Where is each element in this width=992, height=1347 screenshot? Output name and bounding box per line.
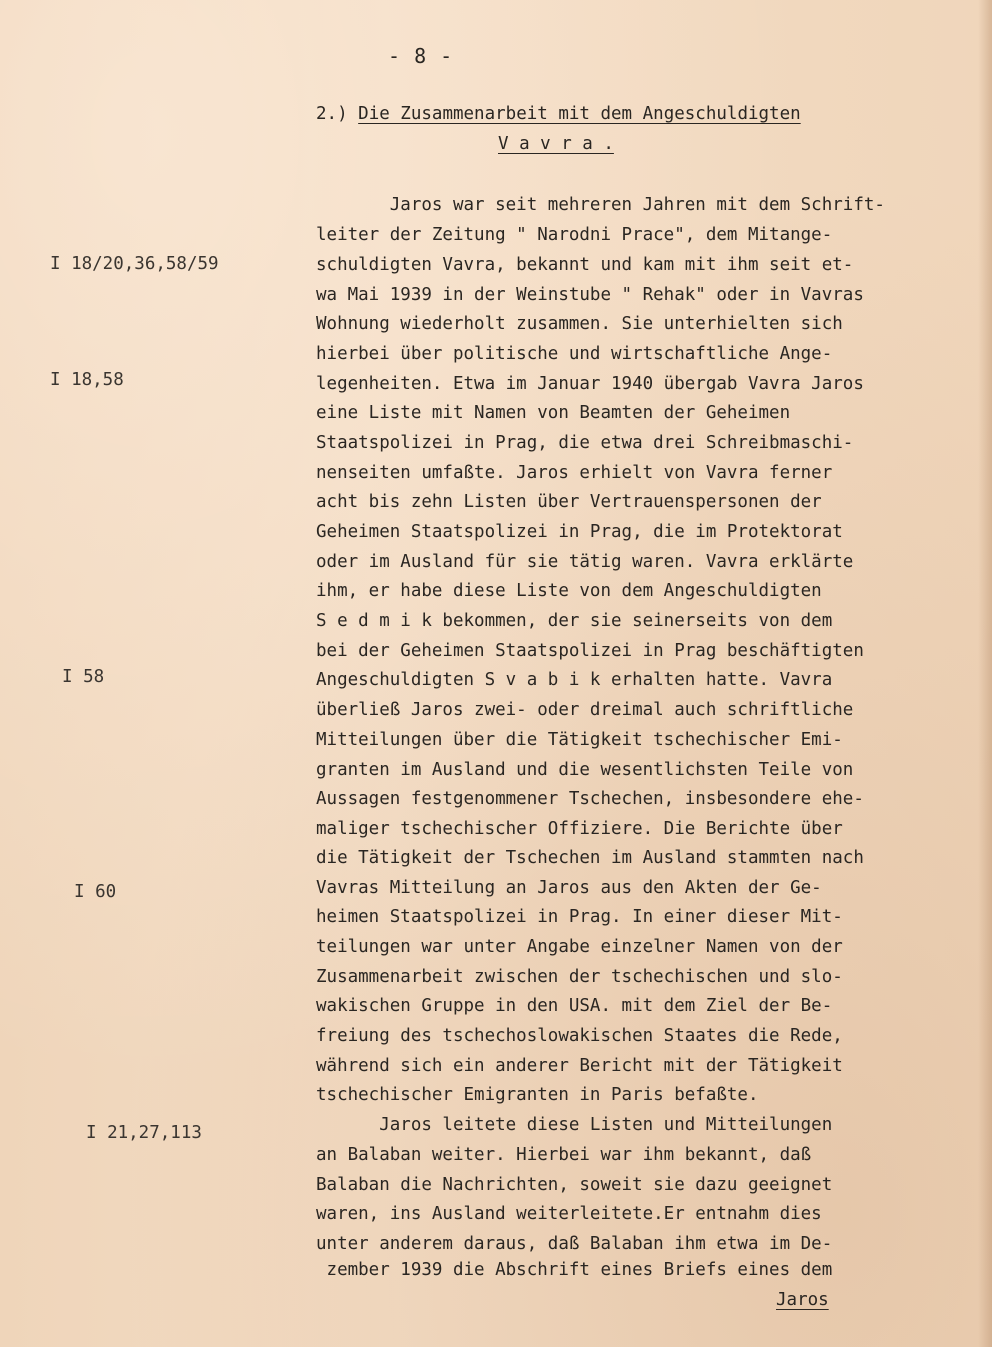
section-heading [316,104,801,124]
text-line: teilungen war unter Angabe einzelner Namen von der [316,937,843,957]
text-line: nenseiten umfaßte. Jaros erhielt von Vavra ferner [316,463,833,483]
margin-reference: I 18/20,36,58/59 [50,254,219,274]
text-line: waren, ins Ausland weiterleitete.Er entnahm dies [316,1204,822,1224]
text-line: eine Liste mit Namen von Beamten der Geheimen [316,403,791,423]
section-title-line-2: V a v r a . [498,134,614,154]
paper-edge-shadow [978,0,992,1347]
text-line: tschechischer Emigranten in Paris befaßte. [316,1085,759,1105]
text-line: acht bis zehn Listen über Vertrauenspersonen der [316,492,822,512]
text-line: hierbei über politische und wirtschaftliche Ange- [316,344,833,364]
text-line: freiung des tschechoslowakischen Staates die Rede, [316,1026,843,1046]
text-line: ihm, er habe diese Liste von dem Angeschuldigten [316,581,822,601]
page-number: - 8 - [388,44,454,68]
margin-reference: I 21,27,113 [86,1123,202,1143]
margin-reference: I 58 [62,667,105,687]
text-line: Geheimen Staatspolizei in Prag, die im Protektorat [316,522,843,542]
text-line: überließ Jaros zwei- oder dreimal auch schriftliche [316,700,854,720]
text-line: Jaros war seit mehreren Jahren mit dem Schrift- [316,195,885,215]
text-line: S e d m i k bekommen, der sie seinerseits von dem [316,611,833,631]
section-heading-continued [498,134,614,154]
text-line: unter anderem daraus, daß Balaban ihm etwa im De- [316,1234,833,1254]
text-line: die Tätigkeit der Tschechen im Ausland stammten nach [316,848,864,868]
text-line: wa Mai 1939 in der Weinstube " Rehak" oder in Vavras [316,285,864,305]
text-line: heimen Staatspolizei in Prag. In einer dieser Mit- [316,907,843,927]
text-line: zember 1939 die Abschrift eines Briefs eines dem [316,1260,833,1280]
text-line: an Balaban weiter. Hierbei war ihm bekannt, daß [316,1145,812,1165]
text-line: Zusammenarbeit zwischen der tschechischen und slo- [316,967,843,987]
section-number: 2.) [316,104,348,124]
text-line: oder im Ausland für sie tätig waren. Vavra erklärte [316,552,854,572]
text-line: Staatspolizei in Prag, die etwa drei Schreibmaschi- [316,433,854,453]
text-line: maliger tschechischer Offiziere. Die Berichte über [316,819,843,839]
text-line: wakischen Gruppe in den USA. mit dem Ziel der Be- [316,996,833,1016]
text-line: schuldigten Vavra, bekannt und kam mit ihm seit et- [316,255,854,275]
catchword: Jaros [776,1290,829,1310]
text-line: Aussagen festgenommener Tschechen, insbesondere ehe- [316,789,864,809]
margin-reference: I 18,58 [50,370,124,390]
text-line: granten im Ausland und die wesentlichsten Teile von [316,760,854,780]
text-line: Mitteilungen über die Tätigkeit tschechischer Emi- [316,730,843,750]
text-line: während sich ein anderer Bericht mit der Tätigkeit [316,1056,843,1076]
text-line: Vavras Mitteilung an Jaros aus den Akten der Ge- [316,878,822,898]
text-line: Jaros leitete diese Listen und Mitteilungen [316,1115,833,1135]
text-line: Wohnung wiederholt zusammen. Sie unterhielten sich [316,314,843,334]
text-line: bei der Geheimen Staatspolizei in Prag beschäftigten [316,641,864,661]
text-line: legenheiten. Etwa im Januar 1940 übergab Vavra Jaros [316,374,864,394]
text-line: Balaban die Nachrichten, soweit sie dazu geeignet [316,1175,833,1195]
section-title-line-1: Die Zusammenarbeit mit dem Angeschuldigten [358,104,801,124]
margin-reference: I 60 [74,882,117,902]
text-line: leiter der Zeitung " Narodni Prace", dem Mitange- [316,225,833,245]
text-line: Angeschuldigten S v a b i k erhalten hatte. Vavra [316,670,833,690]
